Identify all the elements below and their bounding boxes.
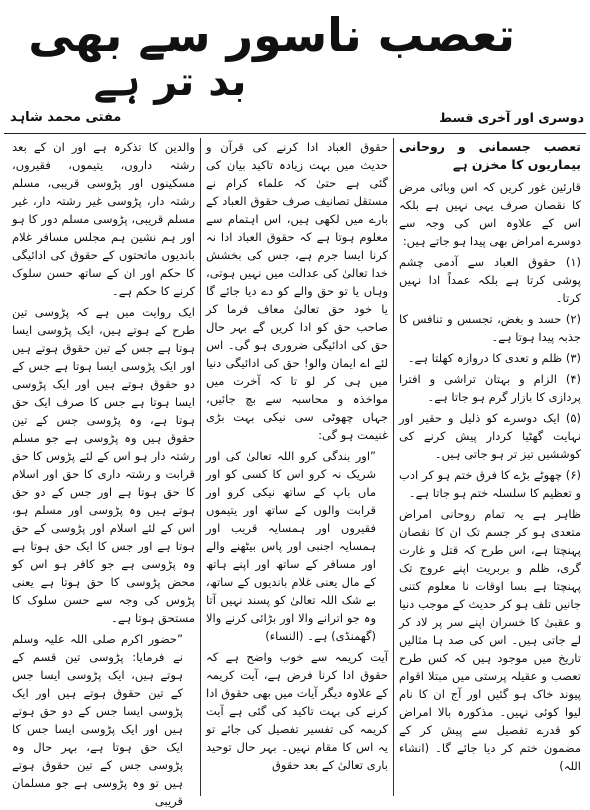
- list-item: (۱) حقوق العباد سے آدمی چشم پوشی کرتا ہے بلکہ عمداً ادا نہیں کرتا۔: [399, 255, 581, 305]
- paragraph: آیت کریمہ سے خوب واضح ہے کہ حقوق ادا کرنا فرض ہے، آیت کریمہ کے علاوہ دیگر آیات میں بھی حقوق ادا کرنے کی بہت تاکید کی گئی ہے آیت کریمہ کی تفسیر تفصیل کی جائے تو یہ اس کا مقام نہیں۔ بہر حال توحید باری تعالیٰ کے بعد حقوق: [206, 650, 388, 772]
- paragraph: ایک روایت میں ہے کہ پڑوسی تین طرح کے ہوتے ہیں، ایک پڑوسی ایسا ہوتا ہے جس کے تین حقوق ہوتے ہیں اور ایک پڑوسی ایسا ہوتا ہے جس کے دو حقوق ہوتے ہیں اور ایک پڑوسی ایسا ہوتا ہے جس کا صرف ایک حق ہوتا ہے، وہ پڑوسی جس کے تین حقوق ہیں وہ پڑوسی ہے جو مسلم رشتہ دار ہو اس کے لئے پڑوس کا حق قرابت و رشتہ داری کا حق اور اسلام کا حق ہوتا ہے اور جس کے دو حق ہوتے ہیں وہ پڑوسی اور مسلم ہو، اس کے لئے اسلام اور پڑوسی کے حق ہوتا ہے اور جس کا ایک حق ہوتا ہے وہ پڑوسی ہے جو کافر ہو اس کو محض پڑوسی کا حق ہوتا ہے یعنی پڑوس کی وجہ سے حسن سلوک کا مستحق ہوتا ہے۔: [12, 305, 195, 625]
- header-divider: [4, 133, 586, 134]
- list-item: (۳) ظلم و تعدی کا دروازہ کھلتا ہے۔: [407, 351, 581, 365]
- column-middle: [200, 138, 393, 796]
- list-item: (۶) چھوٹے بڑے کا فرق ختم ہو کر ادب و تعظیم کا سلسلہ ختم ہو جاتا ہے۔: [399, 468, 581, 500]
- column-right: [393, 138, 586, 796]
- headline-line-2: بد تر ہے: [93, 59, 247, 105]
- list-item: (۲) حسد و بغض، تجسس و تنافس کا جذبہ پیدا ہوتا ہے۔: [399, 312, 581, 344]
- quote-block: [206, 447, 388, 645]
- section-heading: تعصب جسمانی و روحانی بیماریوں کا مخزن ہے: [399, 139, 581, 172]
- list-item: (۴) الزام و بہتان تراشی و افترا پردازی کا بازار گرم ہو جاتا ہے۔: [399, 372, 581, 404]
- paragraph: ظاہر ہے یہ تمام روحانی امراض متعدی ہو کر جسم تک ان کا نقصان پہنچتا ہے، اس طرح کہ قتل و غارت گری، ظلم و بربریت اپنے عروج تک پہنچتا ہے بسا اوقات نا معلوم کتنی جانیں تلف ہو کر حدیث کے موجب دنیا و عقبیٰ کا خسران اپنے سر پر لاد کر لے جاتی ہیں۔ اس کی صد ہا مثالیں تاریخ میں موجود ہیں کہ کس طرح تعصب و عقیلہ پرستی میں مبتلا اقوام پیوند خاک ہو گئیں اور آج ان کا نام لیوا کوئی نہیں۔ مذکورہ بالا امراض کو قدرے تفصیل سے پیش کر کے مضمون ختم کر دیا جائے گا۔ (انشاء اللہ): [399, 507, 581, 773]
- paragraph: قارئین غور کریں کہ اس وبائی مرض کا نقصان صرف یہی نہیں ہے بلکہ اس کے علاوہ اس کی وجہ سے دوسرے امراض بھی پیدا ہو جاتے ہیں:: [399, 180, 581, 248]
- list-item: (۵) ایک دوسرے کو ذلیل و حقیر اور نہایت گھٹیا کردار پیش کرنے کی کوششیں تیز تر ہو جاتی ہیں۔: [399, 411, 581, 461]
- paragraph: حقوق العباد ادا کرنے کی قرآن و حدیث میں بہت زیادہ تاکید بیان کی گئی ہے حتیٰ کہ علماء کرام نے مستقل تصانیف صرف حقوق العباد کے بارے میں لکھی ہیں، اس اہتمام سے معلوم ہوتا ہے کہ حقوق العباد ادا نہ کرنا ایسا جرم ہے، جس کی بخشش خدا تعالیٰ کی عدالت میں نہیں ہوتی، وہاں یا تو حق والے کو دے دیا جائے گا یا خود حق تعالیٰ معاف فرما کر صاحب حق کو ادا کریں گے بہر حال حق کی ادائیگی ضروری ہو گی۔ اس لئے اے ایمان والو! حق کی ادائیگی دنیا میں ہی کر لو تا کہ آخرت میں مواخذہ و محاسبہ سے بچ جائیں، جہاں چھوٹی سی نیکی بہت بڑی غنیمت ہو گی:: [206, 140, 388, 442]
- article-columns: [4, 138, 586, 808]
- paragraph: والدین کا تذکرہ ہے اور ان کے بعد رشتہ داروں، یتیموں، فقیروں، مسکینوں اور پڑوسی قریبی، مسلم رشتہ دار، پڑوسی غیر رشتہ دار، غیر مسلم قریبی، پڑوسی مسلم دور کا ہو اور ہم نشین ہم مجلس مسافر غلام باندیوں ماتحتوں کے حقوق کی ادائیگی کا حکم اور ان کے ساتھ حسن سلوک کرنے کا حکم ہے۔: [12, 140, 195, 298]
- headline-line-1: تعصب ناسور سے بھی: [28, 8, 515, 62]
- quote-block: ”حضور اکرم صلی اللہ علیہ وسلم نے فرمایا: پڑوسی تین قسم کے ہوتے ہیں، ایک پڑوسی ایسا جس کے تین حقوق ہوتے ہیں اور ایک پڑوسی ایسا جس کے دو حق ہوتے ہیں اور ایک پڑوسی ایسا جس کا ایک حق ہوتا ہے، بہر حال وہ پڑوسی جس کے تین حقوق ہوتے ہیں تو وہ پڑوسی ہے جو مسلمان قریبی: [12, 632, 183, 808]
- column-left: [7, 138, 200, 808]
- installment-label: دوسری اور آخری قسط: [439, 110, 584, 125]
- author-name: مفتی محمد شاہد: [10, 110, 122, 125]
- quote-text: ”اور بندگی کرو اللہ تعالیٰ کی اور شریک نہ کرو اس کا کسی کو اور ماں باپ کے ساتھ نیکی کرو اور قرابت والوں کے ساتھ اور یتیموں فقیروں اور ہمسایہ قریب اور ہمسایہ اجنبی اور پاس بیٹھنے والے اور مسافر کے ساتھ اور اپنے ہاتھ کے مال یعنی غلام باندیوں کے ساتھ، بے شک اللہ تعالیٰ کو پسند نہیں آتا وہ جو اترانے والا اور بڑائی کرنے والا (گھمنڈی) ہے۔: [206, 449, 376, 643]
- quote-source: (النساء): [265, 629, 304, 643]
